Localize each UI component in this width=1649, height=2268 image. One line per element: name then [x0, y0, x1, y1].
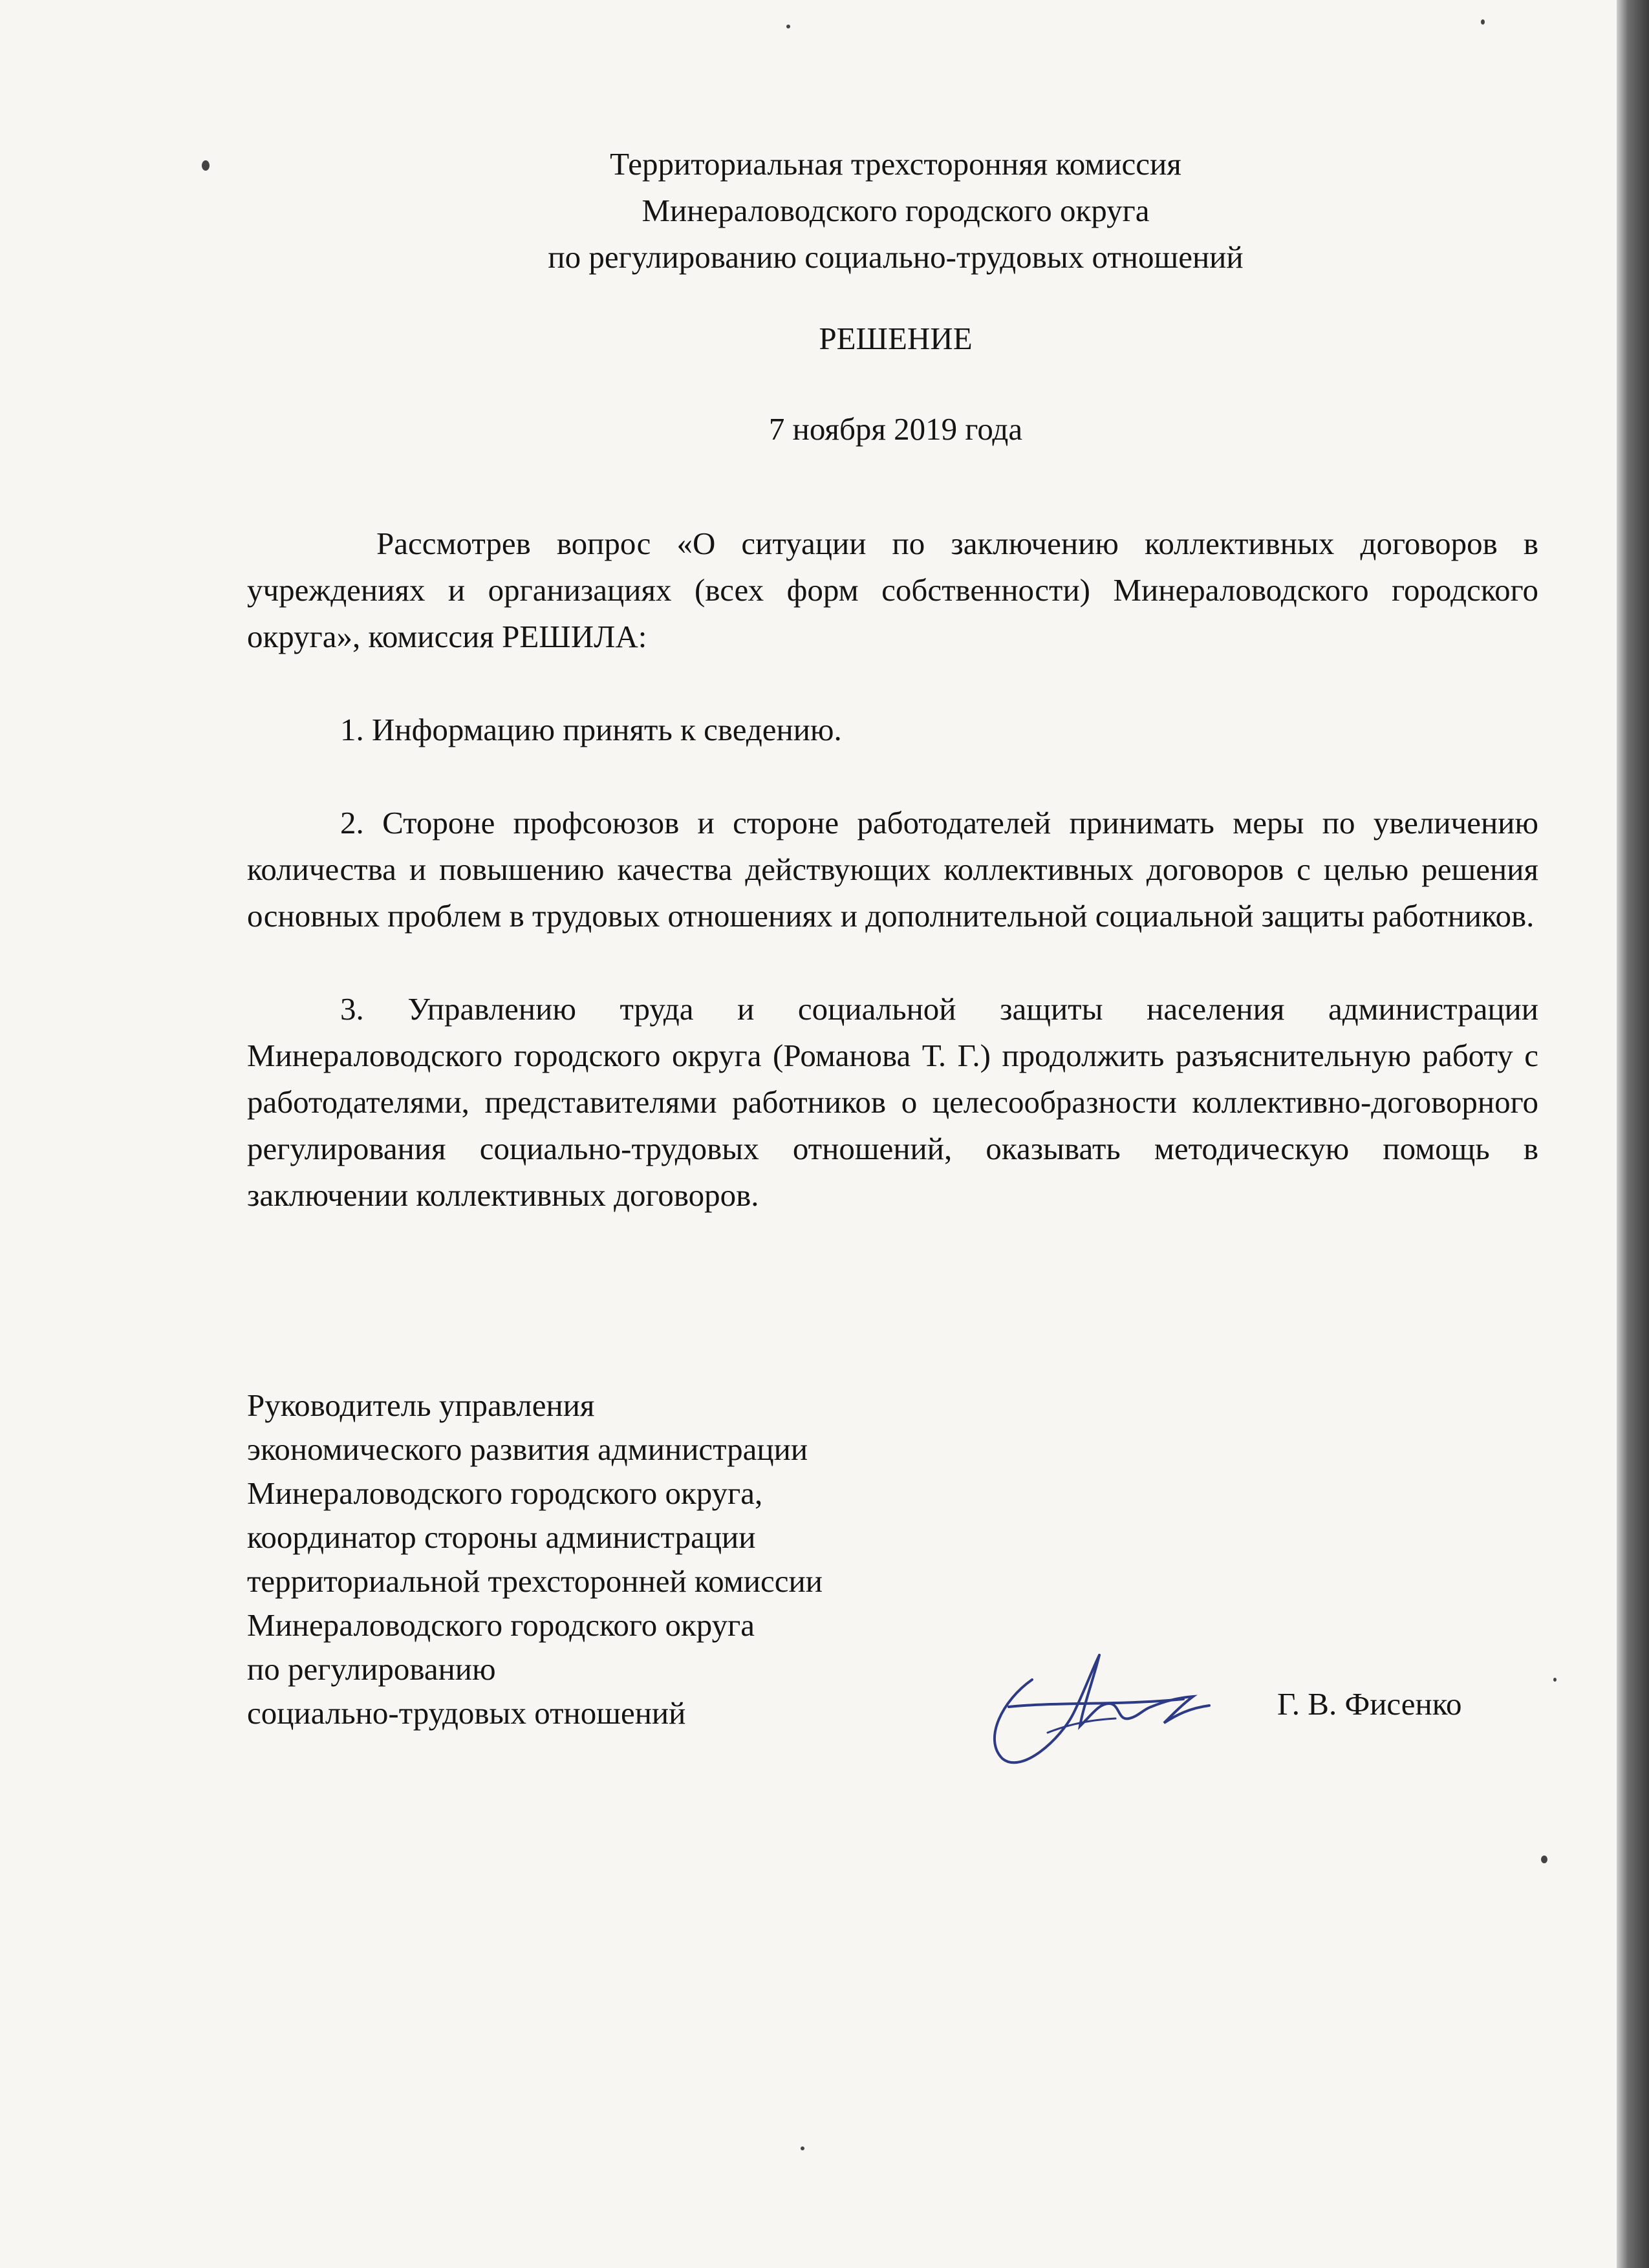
position-line: экономического развития администрации	[247, 1431, 808, 1467]
handwritten-signature	[970, 1642, 1229, 1778]
document-title: РЕШЕНИЕ	[819, 321, 973, 356]
decision-item-2: 2. Стороне профсоюзов и стороне работодателей принимать меры по увеличению количества и повышению качества действующих коллективных договоров с целью решения основных проблем в трудовых отношениях и дополнительной социальной защиты работников.	[247, 805, 1538, 934]
document-header	[362, 141, 1429, 281]
scanner-shadow-edge	[1617, 0, 1649, 2268]
intro-paragraph: Рассмотрев вопрос «О ситуации по заключению коллективных договоров в учреждениях и организациях (всех форм собственности) Минераловодского городского округа», комиссия РЕШИЛА:	[247, 526, 1538, 654]
header-line-district: Минераловодского городского округа	[641, 193, 1150, 228]
scan-speck	[801, 2146, 804, 2150]
signer-name: Г. В. Фисенко	[1277, 1686, 1462, 1722]
scan-speck	[1541, 1856, 1547, 1863]
position-line: Руководитель управления	[247, 1387, 595, 1423]
position-line: социально-трудовых отношений	[247, 1695, 686, 1731]
document-body	[247, 520, 1538, 1219]
scan-speck	[1553, 1678, 1557, 1682]
scan-speck	[1481, 19, 1485, 25]
decision-item-3: 3. Управлению труда и социальной защиты населения администрации Минераловодского городского округа (Романова Т. Г.) продолжить разъяснительную работу с работодателями, представителями работников о целесообразности коллективно-договорного регулирования социально-трудовых отношений, оказывать методическую помощь в заключении коллективных договоров.	[247, 991, 1538, 1213]
header-line-organization: Территориальная трехсторонняя комиссия	[610, 146, 1181, 182]
position-line: территориальной трехсторонней комиссии	[247, 1563, 823, 1599]
scan-speck	[786, 25, 790, 28]
decision-item-1: 1. Информацию принять к сведению.	[340, 712, 842, 747]
position-line: по регулированию	[247, 1651, 496, 1687]
scan-speck	[202, 160, 210, 171]
document-date: 7 ноября 2019 года	[768, 411, 1023, 447]
position-line: Минераловодского городского округа	[247, 1607, 755, 1643]
position-line: Минераловодского городского округа,	[247, 1475, 763, 1511]
header-line-purpose: по регулированию социально-трудовых отношений	[548, 239, 1244, 275]
signatory-position	[247, 1384, 823, 1735]
position-line: координатор стороны администрации	[247, 1519, 756, 1555]
